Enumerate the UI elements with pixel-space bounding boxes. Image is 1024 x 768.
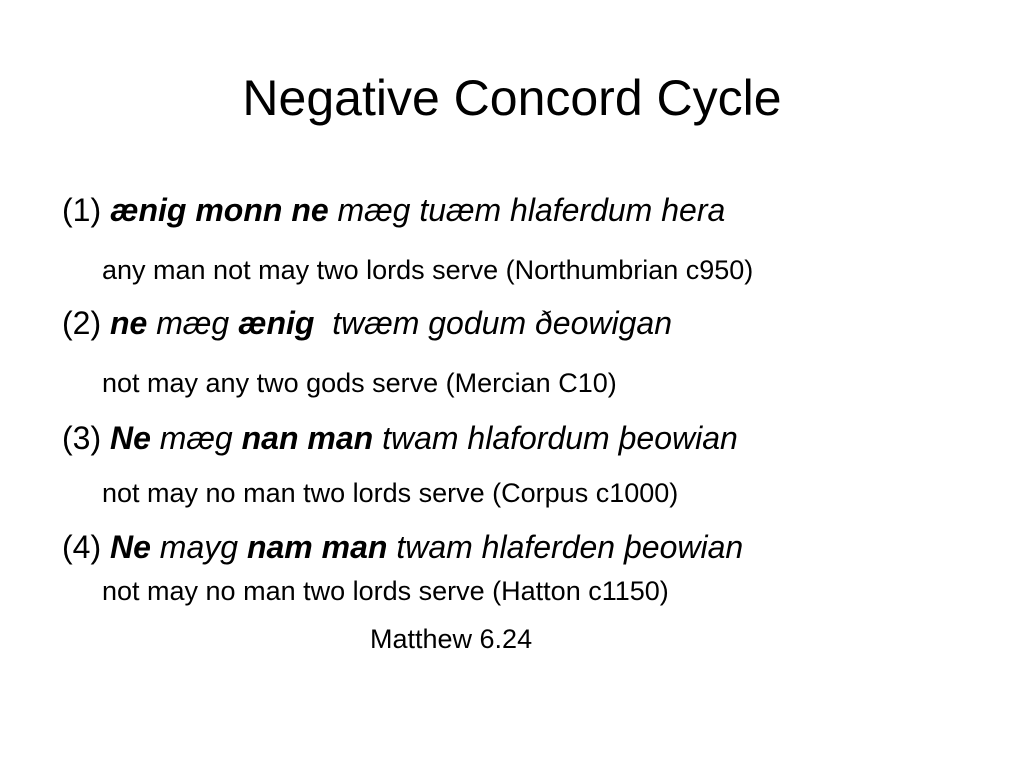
example-4-bold-1: Ne [110, 529, 151, 565]
example-4-line [62, 527, 743, 567]
example-2-bold-2: ænig [238, 305, 315, 341]
example-3-line [62, 418, 738, 458]
example-4-bold-2: nam man [246, 529, 388, 565]
example-1-bold-1: ænig monn ne [110, 192, 329, 228]
example-1-line [62, 190, 725, 230]
slide-title: Negative Concord Cycle [242, 70, 782, 126]
example-1-gloss: any man not may two lords serve (Northumbrian c950) [102, 255, 754, 285]
example-3-rest-2: twam hlafordum þeowian [382, 420, 738, 456]
source-reference: Matthew 6.24 [370, 624, 533, 654]
example-2-line [62, 303, 672, 343]
example-3-rest-1: mæg [159, 420, 233, 456]
example-1-number: (1) [62, 192, 102, 228]
example-4-gloss: not may no man two lords serve (Hatton c1150) [102, 576, 669, 606]
example-4-number: (4) [62, 529, 102, 565]
example-2-number: (2) [62, 305, 102, 341]
example-4-rest-2: twam hlaferden þeowian [396, 529, 744, 565]
example-3-number: (3) [62, 420, 102, 456]
example-2-rest-1: mæg [156, 305, 230, 341]
example-2-bold-1: ne [110, 305, 148, 341]
example-2-gloss: not may any two gods serve (Mercian C10) [102, 368, 617, 398]
example-1-rest-1: mæg tuæm hlaferdum hera [337, 192, 726, 228]
example-3-bold-2: nan man [241, 420, 374, 456]
example-4-rest-1: mayg [159, 529, 239, 565]
example-3-bold-1: Ne [110, 420, 151, 456]
example-2-rest-2: twæm godum ðeowigan [332, 305, 672, 341]
example-3-gloss: not may no man two lords serve (Corpus c1000) [102, 478, 679, 508]
